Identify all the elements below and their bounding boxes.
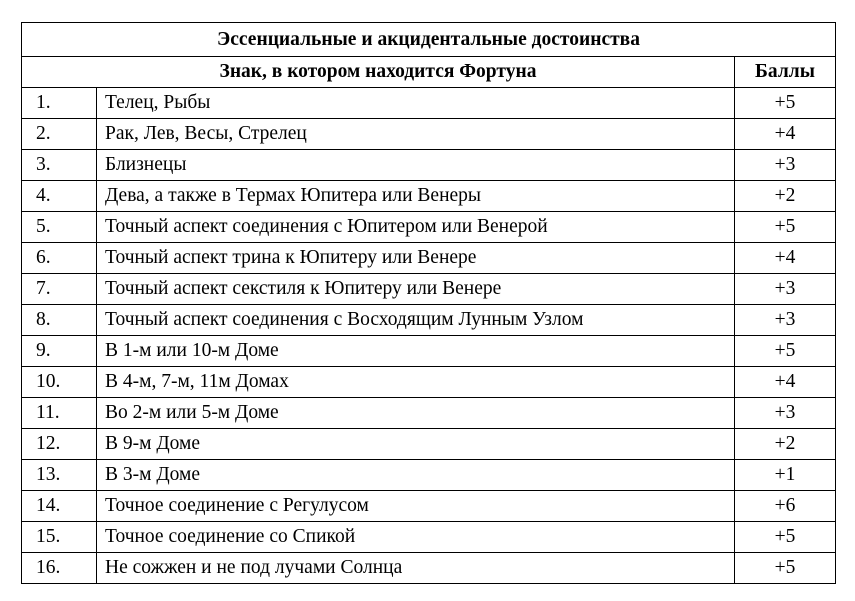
row-description: В 9-м Доме: [97, 429, 735, 460]
row-number: 11.: [22, 398, 97, 429]
row-number: 14.: [22, 491, 97, 522]
table-row: [22, 460, 836, 491]
table-title-row: [22, 23, 836, 57]
table-row: [22, 243, 836, 274]
table-row: [22, 88, 836, 119]
row-description: Рак, Лев, Весы, Стрелец: [97, 119, 735, 150]
row-number: 1.: [22, 88, 97, 119]
row-description: Дева, а также в Термах Юпитера или Венеры: [97, 181, 735, 212]
row-number: 7.: [22, 274, 97, 305]
row-description: В 3-м Доме: [97, 460, 735, 491]
table-row: [22, 491, 836, 522]
row-score: +5: [735, 553, 836, 584]
row-score: +4: [735, 119, 836, 150]
row-number: 12.: [22, 429, 97, 460]
row-description: В 4-м, 7-м, 11м Домах: [97, 367, 735, 398]
table-row: [22, 150, 836, 181]
table-row: [22, 398, 836, 429]
row-score: +3: [735, 274, 836, 305]
row-score: +6: [735, 491, 836, 522]
row-description: Точное соединение со Спикой: [97, 522, 735, 553]
row-description: Не сожжен и не под лучами Солнца: [97, 553, 735, 584]
row-number: 8.: [22, 305, 97, 336]
row-number: 6.: [22, 243, 97, 274]
table-header-row: [22, 57, 836, 88]
table-title: Эссенциальные и акцидентальные достоинства: [22, 23, 836, 57]
row-score: +4: [735, 367, 836, 398]
row-description: Точный аспект соединения с Юпитером или Венерой: [97, 212, 735, 243]
row-number: 4.: [22, 181, 97, 212]
row-number: 3.: [22, 150, 97, 181]
row-score: +3: [735, 150, 836, 181]
row-number: 13.: [22, 460, 97, 491]
row-description: Точный аспект секстиля к Юпитеру или Венере: [97, 274, 735, 305]
table-row: [22, 553, 836, 584]
table-row: [22, 212, 836, 243]
table-row: [22, 274, 836, 305]
row-number: 16.: [22, 553, 97, 584]
row-score: +2: [735, 429, 836, 460]
row-description: Во 2-м или 5-м Доме: [97, 398, 735, 429]
row-score: +3: [735, 305, 836, 336]
row-score: +5: [735, 212, 836, 243]
table-body: [22, 23, 836, 584]
row-score: +5: [735, 522, 836, 553]
row-score: +5: [735, 88, 836, 119]
column-header-score: Баллы: [735, 57, 836, 88]
row-score: +2: [735, 181, 836, 212]
row-description: Точное соединение с Регулусом: [97, 491, 735, 522]
row-number: 9.: [22, 336, 97, 367]
table-row: [22, 367, 836, 398]
table-row: [22, 429, 836, 460]
row-description: Точный аспект трина к Юпитеру или Венере: [97, 243, 735, 274]
row-number: 5.: [22, 212, 97, 243]
row-description: В 1-м или 10-м Доме: [97, 336, 735, 367]
table-row: [22, 336, 836, 367]
column-header-sign: Знак, в котором находится Фортуна: [22, 57, 735, 88]
row-score: +5: [735, 336, 836, 367]
row-description: Близнецы: [97, 150, 735, 181]
row-number: 10.: [22, 367, 97, 398]
table-row: [22, 119, 836, 150]
table-row: [22, 181, 836, 212]
dignities-table: [21, 22, 836, 584]
row-score: +1: [735, 460, 836, 491]
row-score: +3: [735, 398, 836, 429]
row-number: 2.: [22, 119, 97, 150]
row-score: +4: [735, 243, 836, 274]
row-description: Точный аспект соединения с Восходящим Лунным Узлом: [97, 305, 735, 336]
table-row: [22, 305, 836, 336]
table-row: [22, 522, 836, 553]
row-description: Телец, Рыбы: [97, 88, 735, 119]
row-number: 15.: [22, 522, 97, 553]
